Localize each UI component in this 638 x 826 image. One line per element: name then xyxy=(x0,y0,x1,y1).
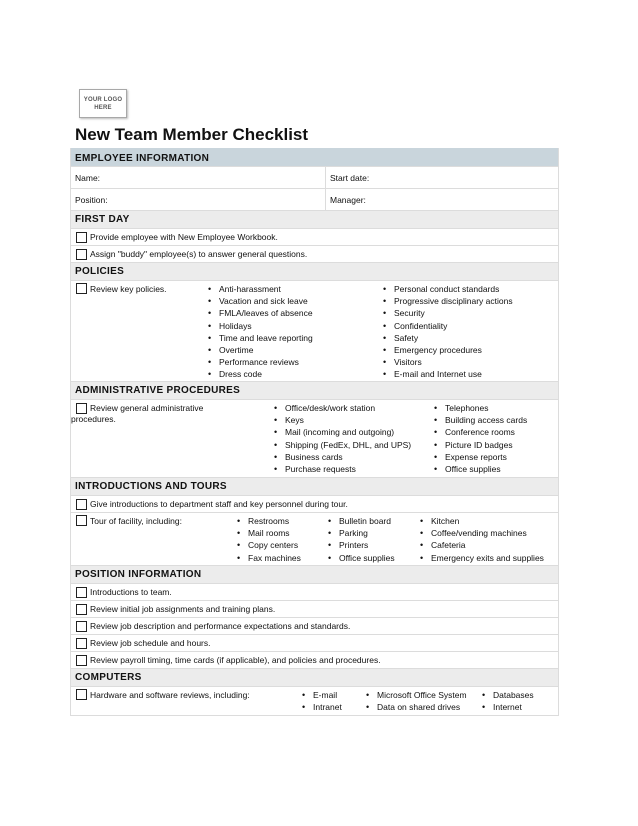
policies-row xyxy=(71,281,558,382)
tour-row xyxy=(71,513,558,566)
tour-list-2 xyxy=(326,515,418,564)
task-row xyxy=(71,601,558,618)
list-item: • Keys xyxy=(272,414,432,426)
task-checkbox[interactable] xyxy=(76,604,87,615)
start-date-label: Start date: xyxy=(330,172,370,183)
policies-list-1 xyxy=(206,283,381,381)
admin-row xyxy=(71,400,558,478)
task-checkbox[interactable] xyxy=(76,403,87,414)
policies-task xyxy=(76,283,206,295)
section-header-introductions-and-tours: INTRODUCTIONS AND TOURS xyxy=(71,478,558,496)
list-item: • Picture ID badges xyxy=(432,439,527,451)
logo-text-line2: HERE xyxy=(94,105,112,111)
list-item: • Bulletin board xyxy=(326,515,418,527)
task-checkbox[interactable] xyxy=(76,655,87,666)
task-row xyxy=(71,635,558,652)
name-label: Name: xyxy=(75,172,101,183)
task-label-line1: Review general administrative xyxy=(90,403,204,413)
task-row xyxy=(71,246,558,263)
list-item: • Anti-harassment xyxy=(206,283,381,295)
list-item: • Restrooms xyxy=(235,515,326,527)
list-item: • Kitchen xyxy=(418,515,544,527)
list-item: • Mail (incoming and outgoing) xyxy=(272,426,432,438)
page-title: New Team Member Checklist xyxy=(75,125,309,144)
policies-list-2 xyxy=(381,283,513,381)
info-row-name xyxy=(71,167,558,189)
list-item: • E-mail xyxy=(300,689,364,701)
task-row xyxy=(71,618,558,635)
list-item: • Conference rooms xyxy=(432,426,527,438)
start-date-field[interactable] xyxy=(326,173,558,183)
list-item: • Emergency procedures xyxy=(381,344,513,356)
section-header-computers: COMPUTERS xyxy=(71,669,558,687)
computers-list-3 xyxy=(480,689,534,713)
manager-label: Manager: xyxy=(330,194,366,205)
list-item: • Performance reviews xyxy=(206,356,381,368)
list-item: • FMLA/leaves of absence xyxy=(206,307,381,319)
list-item: • Printers xyxy=(326,539,418,551)
position-field[interactable] xyxy=(71,189,326,210)
task-row xyxy=(71,229,558,246)
task-row xyxy=(71,652,558,669)
list-item: • Vacation and sick leave xyxy=(206,295,381,307)
list-item: • Security xyxy=(381,307,513,319)
position-label: Position: xyxy=(75,194,108,205)
task-label-line2: procedures. xyxy=(71,414,116,425)
list-item: • Personal conduct standards xyxy=(381,283,513,295)
list-item: • Shipping (FedEx, DHL, and UPS) xyxy=(272,439,432,451)
task-label: Hardware and software reviews, including: xyxy=(90,690,250,700)
task-label: Review key policies. xyxy=(90,284,167,294)
logo xyxy=(79,89,127,118)
task-label: Tour of facility, including: xyxy=(90,516,182,526)
list-item: • Office supplies xyxy=(432,463,527,475)
tour-list-3 xyxy=(418,515,544,564)
checklist-form xyxy=(70,148,559,716)
list-item: • Copy centers xyxy=(235,539,326,551)
task-checkbox[interactable] xyxy=(76,232,87,243)
task-checkbox[interactable] xyxy=(76,689,87,700)
name-field[interactable] xyxy=(71,167,326,188)
list-item: • Confidentiality xyxy=(381,320,513,332)
list-item: • Databases xyxy=(480,689,534,701)
task-label: Review payroll timing, time cards (if applicable), and policies and procedures. xyxy=(90,654,381,665)
admin-task xyxy=(71,402,272,425)
list-item: • Business cards xyxy=(272,451,432,463)
section-header-employee-information: EMPLOYEE INFORMATION xyxy=(71,148,558,167)
list-item: • Mail rooms xyxy=(235,527,326,539)
list-item: • Safety xyxy=(381,332,513,344)
list-item: • Fax machines xyxy=(235,552,326,564)
logo-text-line1: YOUR LOGO xyxy=(83,97,123,103)
task-checkbox[interactable] xyxy=(76,249,87,260)
task-checkbox[interactable] xyxy=(76,587,87,598)
computers-list-2 xyxy=(364,689,480,713)
task-checkbox[interactable] xyxy=(76,515,87,526)
list-item: • Cafeteria xyxy=(418,539,544,551)
list-item: • Emergency exits and supplies xyxy=(418,552,544,564)
task-checkbox[interactable] xyxy=(76,283,87,294)
task-label: Review job schedule and hours. xyxy=(90,637,211,648)
list-item: • E-mail and Internet use xyxy=(381,368,513,380)
task-label: Assign "buddy" employee(s) to answer general questions. xyxy=(90,248,308,259)
task-label: Review job description and performance expectations and standards. xyxy=(90,620,351,631)
task-label: Introductions to team. xyxy=(90,586,172,597)
list-item: • Holidays xyxy=(206,320,381,332)
list-item: • Data on shared drives xyxy=(364,701,480,713)
list-item: • Expense reports xyxy=(432,451,527,463)
list-item: • Telephones xyxy=(432,402,527,414)
list-item: • Internet xyxy=(480,701,534,713)
section-header-policies: POLICIES xyxy=(71,263,558,281)
computers-task xyxy=(76,689,300,701)
section-header-first-day: FIRST DAY xyxy=(71,211,558,229)
task-checkbox[interactable] xyxy=(76,621,87,632)
task-checkbox[interactable] xyxy=(76,638,87,649)
list-item: • Overtime xyxy=(206,344,381,356)
task-row xyxy=(71,496,558,513)
section-header-position-information: POSITION INFORMATION xyxy=(71,566,558,584)
list-item: • Microsoft Office System xyxy=(364,689,480,701)
list-item: • Visitors xyxy=(381,356,513,368)
task-label: Provide employee with New Employee Workbook. xyxy=(90,231,278,242)
admin-list-2 xyxy=(432,402,527,475)
task-label: Give introductions to department staff and key personnel during tour. xyxy=(90,498,348,509)
computers-list-1 xyxy=(300,689,364,713)
admin-list-1 xyxy=(272,402,432,475)
list-item: • Time and leave reporting xyxy=(206,332,381,344)
tour-list-1 xyxy=(235,515,326,564)
info-row-position xyxy=(71,189,558,211)
list-item: • Coffee/vending machines xyxy=(418,527,544,539)
list-item: • Intranet xyxy=(300,701,364,713)
list-item: • Dress code xyxy=(206,368,381,380)
manager-field[interactable] xyxy=(326,195,558,205)
list-item: • Office supplies xyxy=(326,552,418,564)
computers-row xyxy=(71,687,558,716)
tour-task xyxy=(76,515,235,527)
list-item: • Purchase requests xyxy=(272,463,432,475)
task-label: Review initial job assignments and training plans. xyxy=(90,603,276,614)
list-item: • Building access cards xyxy=(432,414,527,426)
list-item: • Parking xyxy=(326,527,418,539)
task-row xyxy=(71,584,558,601)
task-checkbox[interactable] xyxy=(76,499,87,510)
list-item: • Office/desk/work station xyxy=(272,402,432,414)
list-item: • Progressive disciplinary actions xyxy=(381,295,513,307)
section-header-administrative-procedures: ADMINISTRATIVE PROCEDURES xyxy=(71,382,558,400)
